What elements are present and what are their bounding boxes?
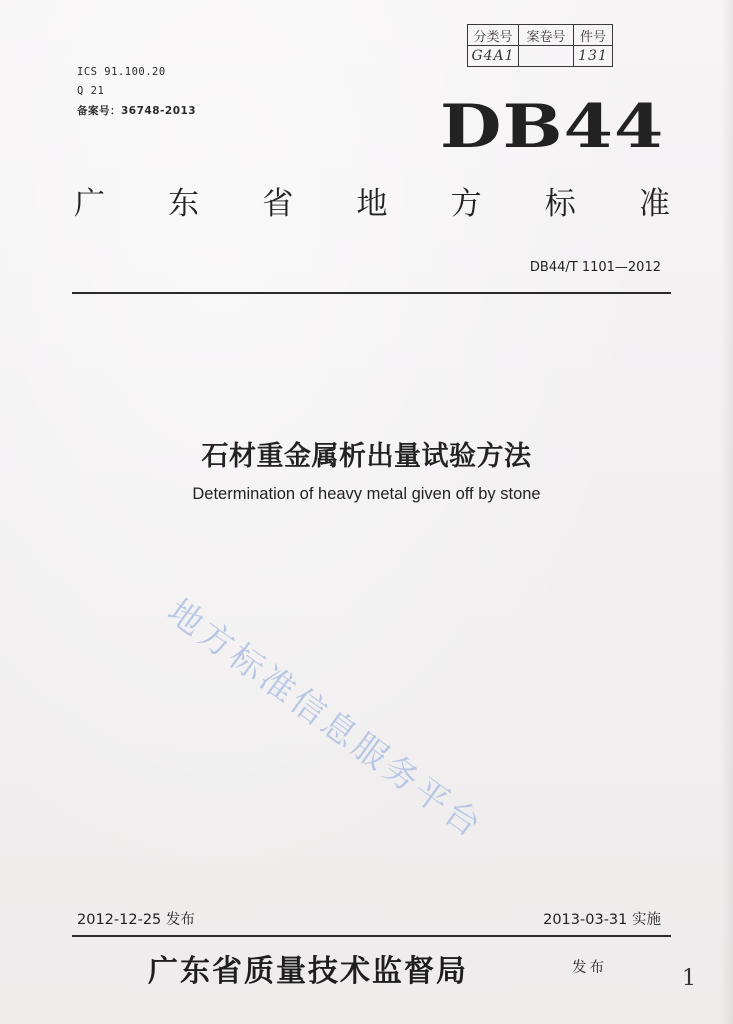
scan-edge-shadow — [721, 0, 733, 1024]
ccs-code: Q 21 — [77, 85, 105, 97]
standard-kind-heading — [74, 178, 670, 223]
stamp-value-category: G4A1 — [468, 46, 519, 67]
stamp-header-file: 案卷号 — [519, 25, 574, 46]
issuing-authority: 广东省质量技术监督局 — [148, 954, 468, 989]
stamp-header-item: 件号 — [574, 25, 613, 46]
standard-kind-char: 方 — [450, 186, 482, 222]
stamp-value-item: 131 — [574, 46, 613, 67]
record-number: 备案号：36748-2013 — [77, 105, 197, 117]
issued-label: 发布 — [572, 960, 607, 976]
standard-kind-char: 地 — [356, 186, 388, 222]
page-number: 1 — [682, 966, 696, 991]
standard-kind-char: 广 — [74, 186, 105, 222]
ics-code: ICS 91.100.20 — [77, 66, 166, 78]
footer-divider — [72, 935, 671, 937]
header-divider — [72, 292, 671, 294]
standard-kind-char: 准 — [638, 186, 670, 222]
standard-code-logo: DB44 — [440, 92, 665, 162]
standard-kind-char: 省 — [262, 186, 294, 222]
stamp-header-category: 分类号 — [468, 25, 519, 46]
title-english: Determination of heavy metal given off by stone — [192, 485, 541, 503]
standard-kind-char: 标 — [544, 186, 576, 222]
issue-date: 2012-12-25 发布 — [77, 912, 195, 928]
standard-kind-char: 东 — [168, 186, 200, 222]
implementation-date: 2013-03-31 实施 — [543, 912, 661, 928]
stamp-value-file — [519, 46, 574, 67]
title-chinese: 石材重金属析出量试验方法 — [201, 441, 532, 472]
watermark-text: 地方标准信息服务平台 — [159, 591, 491, 848]
standard-number: DB44/T 1101—2012 — [529, 260, 661, 275]
archive-stamp — [467, 24, 613, 67]
